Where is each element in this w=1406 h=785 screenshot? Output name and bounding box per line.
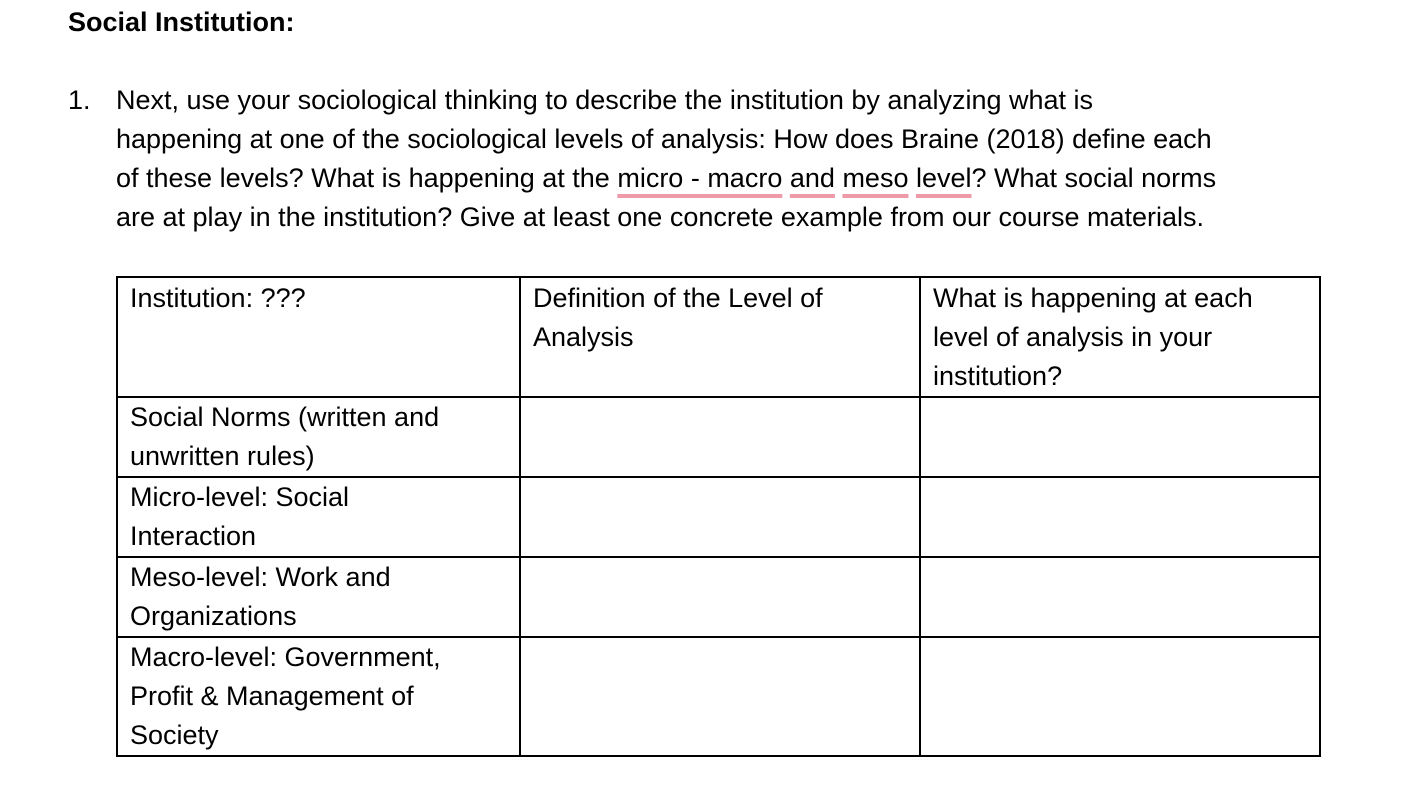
cell-line: Analysis	[533, 322, 634, 352]
cell-line: Macro-level: Government,	[130, 642, 441, 672]
cell-line: Profit & Management of	[130, 681, 414, 711]
table-cell-happening[interactable]	[920, 397, 1320, 477]
table-cell-definition[interactable]	[520, 557, 920, 637]
table-cell-definition[interactable]	[520, 397, 920, 477]
table-cell-happening-header[interactable]	[920, 277, 1320, 397]
table-row	[117, 397, 1320, 477]
cell-text	[130, 638, 507, 755]
table-row	[117, 557, 1320, 637]
question-line: are at play in the institution? Give at least one concrete example from our course materials.	[116, 202, 1205, 232]
table-cell-definition-header[interactable]	[520, 277, 920, 397]
cell-line: level of analysis in your	[933, 322, 1213, 352]
table-cell-definition[interactable]	[520, 477, 920, 557]
spellcheck-flagged-text[interactable]: micro - macro	[617, 163, 783, 193]
cell-line: Meso-level: Work and	[130, 562, 391, 592]
cell-line: What is happening at each	[933, 283, 1253, 313]
cell-line: Society	[130, 720, 219, 750]
institution-table	[116, 276, 1321, 757]
table-cell-happening[interactable]	[920, 557, 1320, 637]
cell-line: unwritten rules)	[130, 441, 315, 471]
table-cell-happening[interactable]	[920, 477, 1320, 557]
table-row	[117, 477, 1320, 557]
cell-text	[130, 558, 507, 636]
cell-line: institution?	[933, 361, 1063, 391]
table-cell-label[interactable]	[117, 477, 520, 557]
cell-text	[533, 278, 907, 357]
table-cell-happening[interactable]	[920, 637, 1320, 756]
question-line	[116, 159, 1346, 198]
cell-text	[933, 278, 1307, 396]
table-cell-label[interactable]	[117, 557, 520, 637]
question-number: 1.	[68, 85, 91, 115]
cell-text	[130, 398, 507, 476]
question-text-segment	[908, 163, 916, 193]
spellcheck-flagged-text[interactable]: level	[915, 163, 972, 193]
cell-line: Definition of the Level of	[533, 283, 823, 313]
question-text-segment: ? What social norms	[971, 163, 1217, 193]
spellcheck-flagged-text[interactable]: meso	[842, 163, 909, 193]
table-cell-definition[interactable]	[520, 637, 920, 756]
question-text	[116, 81, 1346, 237]
table-cell-institution-header[interactable]	[117, 277, 520, 397]
cell-line: Interaction	[130, 521, 257, 551]
table-row	[117, 637, 1320, 756]
cell-line: Micro-level: Social	[130, 482, 350, 512]
cell-text	[130, 278, 507, 318]
question-line: Next, use your sociological thinking to describe the institution by analyzing what is	[116, 85, 1094, 115]
cell-line: Institution: ???	[130, 283, 306, 313]
cell-line: Social Norms (written and	[130, 402, 440, 432]
cell-line: Organizations	[130, 601, 297, 631]
table-cell-label[interactable]	[117, 637, 520, 756]
question-text-segment: of these levels? What is happening at the	[116, 163, 618, 193]
cell-text	[130, 478, 507, 556]
spellcheck-flagged-text[interactable]: and	[789, 163, 835, 193]
question-line: happening at one of the sociological levels of analysis: How does Braine (2018) define each	[116, 124, 1212, 154]
table-cell-label[interactable]	[117, 397, 520, 477]
table-header-row	[117, 277, 1320, 397]
section-heading: Social Institution:	[68, 7, 295, 37]
question-text-segment	[782, 163, 790, 193]
